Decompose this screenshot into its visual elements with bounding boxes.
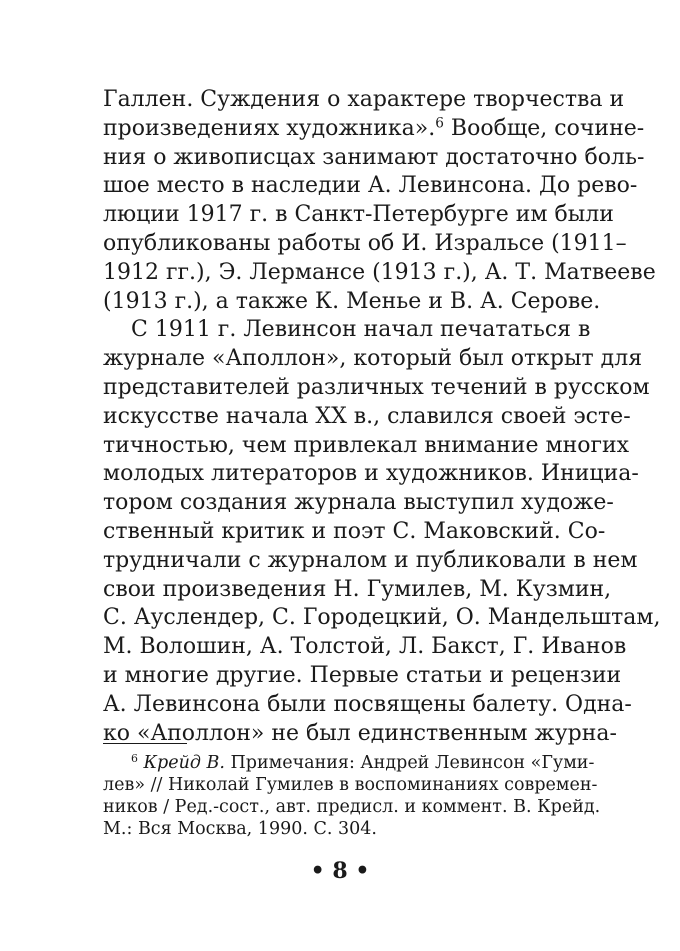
footnote-author: Крейд В. bbox=[143, 753, 225, 773]
footnote bbox=[103, 752, 601, 840]
text-line: ния о живописцах занимают достаточно боль- bbox=[103, 144, 645, 170]
text-line: М. Волошин, А. Толстой, Л. Бакст, Г. Иванов bbox=[103, 634, 627, 660]
text-line: 1912 гг.), Э. Лермансе (1913 г.), А. Т. Матвееве bbox=[103, 259, 656, 285]
text-line: Галлен. Суждения о характере творчества и bbox=[103, 87, 625, 112]
page-number: • 8 • bbox=[310, 858, 370, 884]
text-line: трудничали с журналом и публиковали в нем bbox=[103, 547, 638, 573]
text-line: свои произведения Н. Гумилев, М. Кузмин, bbox=[103, 576, 612, 602]
text-line bbox=[103, 115, 645, 144]
text-line: шое место в наследии А. Левинсона. До рево- bbox=[103, 173, 638, 199]
text-fragment: произведениях художника». bbox=[103, 115, 436, 141]
footnote-marker: 6 bbox=[131, 752, 138, 766]
text-line: тичностью, чем привлекал внимание многих bbox=[103, 432, 630, 458]
footnote-line: М.: Вся Москва, 1990. С. 304. bbox=[103, 819, 377, 839]
text-line: С 1911 г. Левинсон начал печататься в bbox=[131, 317, 591, 343]
text-line: представителей различных течений в русском bbox=[103, 374, 650, 400]
footnote-line: ников / Ред.-сост., авт. предисл. и коммент. В. Крейд. bbox=[103, 797, 601, 817]
text-line: тором создания журнала выступил художе- bbox=[103, 490, 614, 516]
text-line: молодых литераторов и художников. Инициа- bbox=[103, 461, 639, 487]
footnote-line bbox=[103, 752, 595, 774]
footnote-separator bbox=[103, 743, 187, 744]
text-line: опубликованы работы об И. Изральсе (1911– bbox=[103, 230, 627, 256]
text-line: (1913 г.), а также К. Менье и В. А. Серове. bbox=[103, 288, 601, 314]
text-fragment: Вообще, сочине- bbox=[443, 115, 645, 141]
text-line: искусстве начала XX в., славился своей эсте- bbox=[103, 403, 631, 429]
text-line: люции 1917 г. в Санкт-Петербурге им были bbox=[103, 202, 614, 228]
text-line: С. Ауслендер, С. Городецкий, О. Мандельштам, bbox=[103, 605, 661, 631]
text-line: журнале «Аполлон», который был открыт для bbox=[103, 346, 643, 372]
footnote-line: лев» // Николай Гумилев в воспоминаниях современ- bbox=[103, 775, 598, 795]
main-text bbox=[103, 86, 661, 748]
footnote-reference: 6 bbox=[435, 115, 444, 132]
footnote-text: Примечания: Андрей Левинсон «Гуми- bbox=[224, 753, 595, 773]
text-line: ственный критик и поэт С. Маковский. Со- bbox=[103, 518, 606, 544]
text-line: ко «Аполлон» не был единственным журна- bbox=[103, 720, 617, 746]
text-line: и многие другие. Первые статьи и рецензии bbox=[103, 662, 622, 688]
text-line: А. Левинсона были посвящены балету. Одна- bbox=[103, 691, 632, 717]
